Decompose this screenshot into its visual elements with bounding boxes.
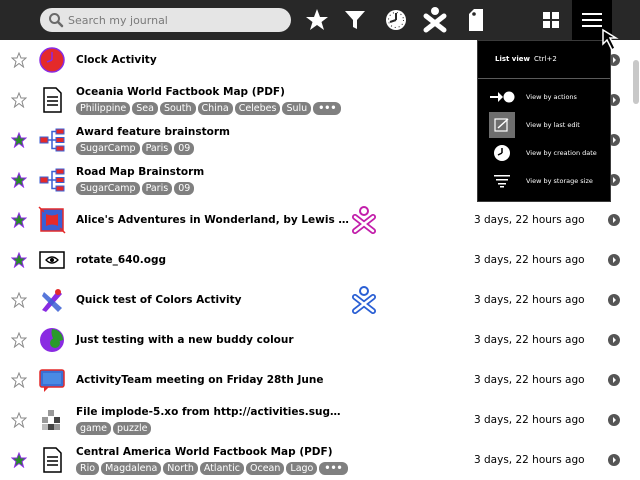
menu-header[interactable] (478, 41, 610, 79)
journal-entry[interactable] (0, 400, 632, 440)
favorite-filter-button[interactable] (297, 0, 337, 40)
tag-list (76, 462, 348, 475)
view-menu (477, 40, 611, 202)
entry-date: 3 days, 22 hours ago (474, 454, 585, 466)
details-arrow-icon[interactable] (608, 334, 620, 346)
search-input[interactable] (68, 8, 283, 32)
journal-entry[interactable] (0, 360, 632, 400)
video-icon[interactable] (38, 246, 66, 274)
filter-icon (344, 9, 366, 31)
entry-title[interactable]: Oceania World Factbook Map (PDF) (76, 86, 285, 98)
read-icon[interactable] (38, 206, 66, 234)
buddy-icon[interactable] (350, 206, 378, 234)
menu-header-label: List view (495, 55, 530, 63)
tag[interactable]: Paris (142, 182, 173, 195)
buddy-filter-button[interactable] (415, 0, 455, 40)
star-icon[interactable] (11, 172, 27, 188)
edit-icon (489, 112, 515, 138)
view-grid-button[interactable] (531, 0, 571, 40)
tag[interactable]: SugarCamp (76, 142, 140, 155)
star-icon[interactable] (11, 252, 27, 268)
menu-item-label: View by creation date (526, 149, 597, 157)
tag[interactable]: Atlantic (200, 462, 244, 475)
entry-title[interactable]: rotate_640.ogg (76, 254, 167, 266)
tag-list (76, 142, 194, 155)
buddy-icon (423, 6, 447, 34)
tag[interactable]: game (76, 422, 111, 435)
star-icon[interactable] (11, 412, 27, 428)
type-filter-button[interactable] (335, 0, 375, 40)
tag[interactable]: China (198, 102, 233, 115)
star-icon[interactable] (11, 212, 27, 228)
star-icon[interactable] (11, 92, 27, 108)
entry-title[interactable]: Clock Activity (76, 54, 157, 66)
storage-size-icon (489, 168, 515, 194)
menu-item-label: View by last edit (526, 121, 580, 129)
tag-icon (466, 8, 486, 32)
search-icon (48, 12, 64, 28)
tag[interactable]: 09 (174, 142, 194, 155)
entry-date: 3 days, 22 hours ago (474, 214, 585, 226)
document-icon[interactable] (38, 446, 66, 474)
labyrinth-icon[interactable] (38, 166, 66, 194)
tag[interactable]: Sulu (282, 102, 311, 115)
tag[interactable]: Rio (76, 462, 99, 475)
entry-date: 3 days, 22 hours ago (474, 334, 585, 346)
more-tags-button[interactable]: ••• (313, 102, 341, 115)
journal-entry[interactable] (0, 240, 632, 280)
star-icon[interactable] (11, 452, 27, 468)
search-box[interactable] (40, 8, 291, 32)
entry-date: 3 days, 22 hours ago (474, 294, 585, 306)
tag-list (76, 422, 151, 435)
clock-icon[interactable] (38, 46, 66, 74)
menu-item-view-by-storage-size[interactable] (478, 167, 610, 195)
entry-title[interactable]: Road Map Brainstorm (76, 166, 205, 178)
menu-item-view-by-actions[interactable] (478, 83, 610, 111)
share-button[interactable] (456, 0, 496, 40)
bundle-icon[interactable] (38, 406, 66, 434)
document-icon[interactable] (38, 86, 66, 114)
grid-icon (542, 11, 560, 29)
mouse-cursor-icon (601, 28, 625, 52)
journal-entry[interactable] (0, 280, 632, 320)
tag[interactable]: Paris (142, 142, 173, 155)
tag-list (76, 102, 341, 115)
details-arrow-icon[interactable] (608, 254, 620, 266)
details-arrow-icon[interactable] (608, 214, 620, 226)
menu-item-view-by-creation-date[interactable] (478, 139, 610, 167)
menu-separator (478, 78, 610, 79)
chat-icon[interactable] (38, 366, 66, 394)
tag[interactable]: Lago (286, 462, 317, 475)
scrollbar-thumb[interactable] (633, 60, 639, 104)
tag[interactable]: puzzle (113, 422, 152, 435)
menu-header-accelerator: Ctrl+2 (534, 55, 557, 63)
paint-icon[interactable] (38, 326, 66, 354)
journal-entry[interactable] (0, 440, 632, 480)
tag-list (76, 182, 194, 195)
entry-date: 3 days, 22 hours ago (474, 254, 585, 266)
tag[interactable]: South (160, 102, 196, 115)
buddy-icon[interactable] (350, 286, 378, 314)
tag[interactable]: Sea (132, 102, 158, 115)
star-icon[interactable] (11, 52, 27, 68)
details-arrow-icon[interactable] (608, 374, 620, 386)
toolbar (0, 0, 640, 40)
entry-title[interactable]: Award feature brainstorm (76, 126, 230, 138)
entry-date: 3 days, 22 hours ago (474, 374, 585, 386)
clock-icon (489, 140, 515, 166)
tag[interactable]: Celebes (235, 102, 281, 115)
journal-entry[interactable] (0, 200, 632, 240)
entry-date: 3 days, 22 hours ago (474, 414, 585, 426)
labyrinth-icon[interactable] (38, 126, 66, 154)
menu-item-label: View by storage size (526, 177, 593, 185)
more-tags-button[interactable]: ••• (319, 462, 347, 475)
details-arrow-icon[interactable] (608, 414, 620, 426)
star-icon (305, 8, 329, 32)
entry-title[interactable]: ActivityTeam meeting on Friday 28th June (76, 374, 324, 386)
tag[interactable]: Ocean (246, 462, 284, 475)
tag[interactable]: SugarCamp (76, 182, 140, 195)
details-arrow-icon[interactable] (608, 454, 620, 466)
tag[interactable]: Magdalena (101, 462, 161, 475)
tag[interactable]: 09 (174, 182, 194, 195)
star-icon[interactable] (11, 332, 27, 348)
star-icon[interactable] (11, 372, 27, 388)
scrollbar[interactable] (632, 40, 640, 480)
list-icon (582, 12, 602, 28)
clock-icon (384, 8, 408, 32)
entry-title[interactable]: Central America World Factbook Map (PDF) (76, 446, 333, 458)
menu-item-label: View by actions (526, 93, 577, 101)
journal-entry[interactable] (0, 320, 632, 360)
star-icon[interactable] (11, 292, 27, 308)
entry-title[interactable]: Just testing with a new buddy colour (76, 334, 294, 346)
date-filter-button[interactable] (376, 0, 416, 40)
tag[interactable]: North (163, 462, 198, 475)
menu-item-view-by-last-edit[interactable] (478, 111, 610, 139)
details-arrow-icon[interactable] (608, 294, 620, 306)
actions-icon (489, 84, 515, 110)
star-icon[interactable] (11, 132, 27, 148)
entry-title[interactable]: Alice's Adventures in Wonderland, by Lewis … (76, 214, 349, 226)
entry-title[interactable]: Quick test of Colors Activity (76, 294, 242, 306)
tag[interactable]: Philippine (76, 102, 130, 115)
colors-icon[interactable] (38, 286, 66, 314)
entry-title[interactable]: File implode-5.xo from http://activities.sug… (76, 406, 341, 418)
